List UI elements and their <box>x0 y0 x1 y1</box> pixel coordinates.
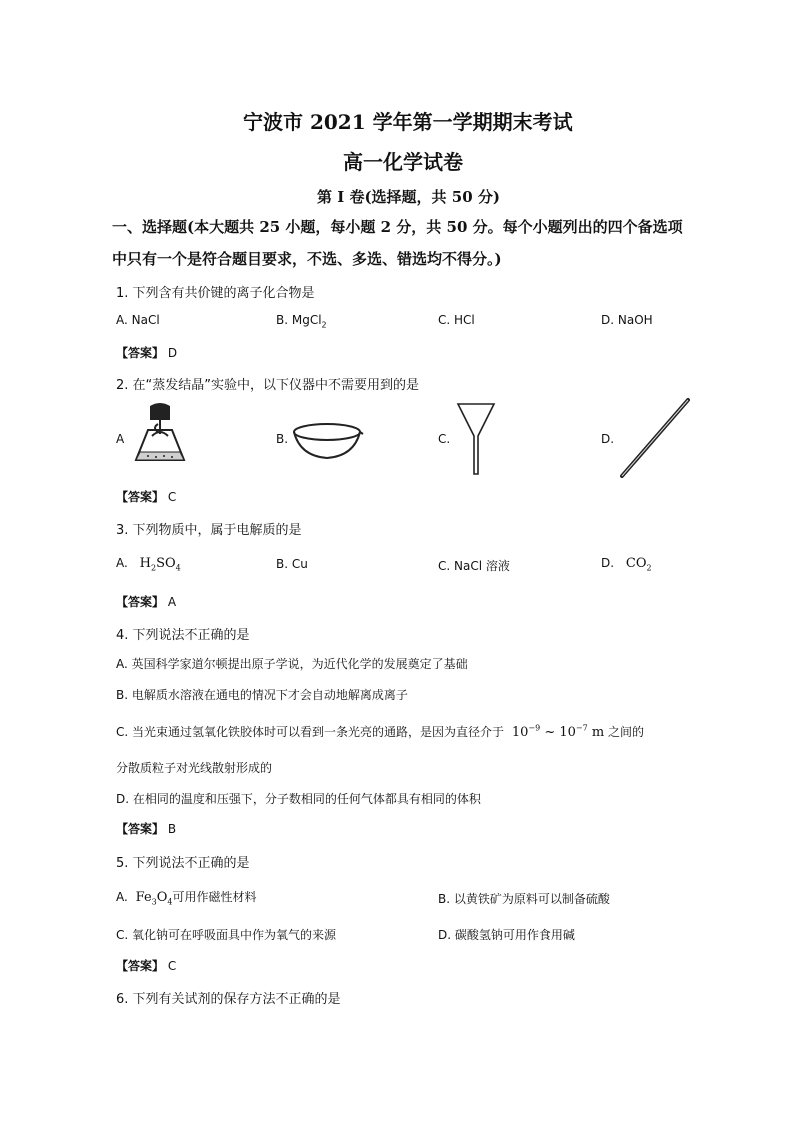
question-stem: 1. 下列含有共价键的离子化合物是 <box>116 286 315 301</box>
section-instructions-line1: 一、选择题(本大题共 25 小题，每小题 2 分，共 50 分。每个小题列出的四个备选项 <box>112 218 683 236</box>
funnel-icon <box>456 402 496 476</box>
answer-line: 【答案】 C <box>116 959 177 973</box>
option-d: D. NaOH <box>601 313 653 327</box>
h2so4-formula: $H_2SO_4$ <box>139 556 181 573</box>
glass-rod-icon <box>618 398 692 480</box>
fe3o4-formula: $Fe_3O_4$ <box>135 890 173 907</box>
option-c: C. <box>438 432 451 446</box>
answer-line: 【答案】 C <box>116 490 177 504</box>
question-stem: 6. 下列有关试剂的保存方法不正确的是 <box>116 992 341 1007</box>
option-a: A. $Fe_3O_4$可用作磁性材料 <box>116 890 257 907</box>
option-d: D. $CO_2$ <box>601 556 652 573</box>
option-a: A. $H_2SO_4$ <box>116 556 181 573</box>
option-b: B. 以黄铁矿为原料可以制备硫酸 <box>438 892 610 906</box>
option-c-continued: 分散质粒子对光线散射形成的 <box>116 761 273 775</box>
exam-title: 宁波市 2021 学年第一学期期末考试 <box>243 110 573 134</box>
exam-subtitle: 高一化学试卷 <box>343 150 463 174</box>
option-a: A <box>116 432 125 446</box>
alcohol-lamp-icon <box>130 402 190 466</box>
option-c: C. HCl <box>438 313 475 327</box>
co2-formula: $CO_2$ <box>625 556 652 573</box>
option-c: C. 氧化钠可在呼吸面具中作为氧气的来源 <box>116 928 337 942</box>
option-d: D. <box>601 432 615 446</box>
option-c: C. NaCl 溶液 <box>438 559 510 573</box>
part-heading: 第 I 卷(选择题，共 50 分) <box>317 188 500 206</box>
option-d: D. 碳酸氢钠可用作食用碱 <box>438 928 575 942</box>
section-instructions-line2: 中只有一个是符合题目要求，不选、多选、错选均不得分。) <box>112 250 502 268</box>
question-stem: 4. 下列说法不正确的是 <box>116 628 250 643</box>
option-b: B. MgCl$_2$ <box>276 313 327 330</box>
option-b: B. Cu <box>276 557 308 571</box>
question-stem: 3. 下列物质中，属于电解质的是 <box>116 523 302 538</box>
option-b: B. 电解质水溶液在通电的情况下才会自动地解离成离子 <box>116 688 408 702</box>
answer-line: 【答案】 B <box>116 822 177 836</box>
evaporating-dish-icon <box>292 418 364 462</box>
question-stem: 2. 在“蒸发结晶”实验中，以下仪器中不需要用到的是 <box>116 378 420 393</box>
option-a: A. NaCl <box>116 313 160 327</box>
option-a: A. 英国科学家道尔顿提出原子学说，为近代化学的发展奠定了基础 <box>116 657 468 671</box>
answer-line: 【答案】 D <box>116 346 178 360</box>
question-stem: 5. 下列说法不正确的是 <box>116 856 250 871</box>
option-c: C. 当光束通过氢氧化铁胶体时可以看到一条光亮的通路，是因为直径介于 $10^{-9}$ ~ $10^{-7}$ m 之间的 <box>116 723 645 740</box>
option-b: B. <box>276 432 289 446</box>
answer-line: 【答案】 A <box>116 595 177 609</box>
size-range-formula: $10^{-9}$ ~ $10^{-7}$ m <box>511 723 605 740</box>
option-d: D. 在相同的温度和压强下，分子数相同的任何气体都具有相同的体积 <box>116 792 481 806</box>
